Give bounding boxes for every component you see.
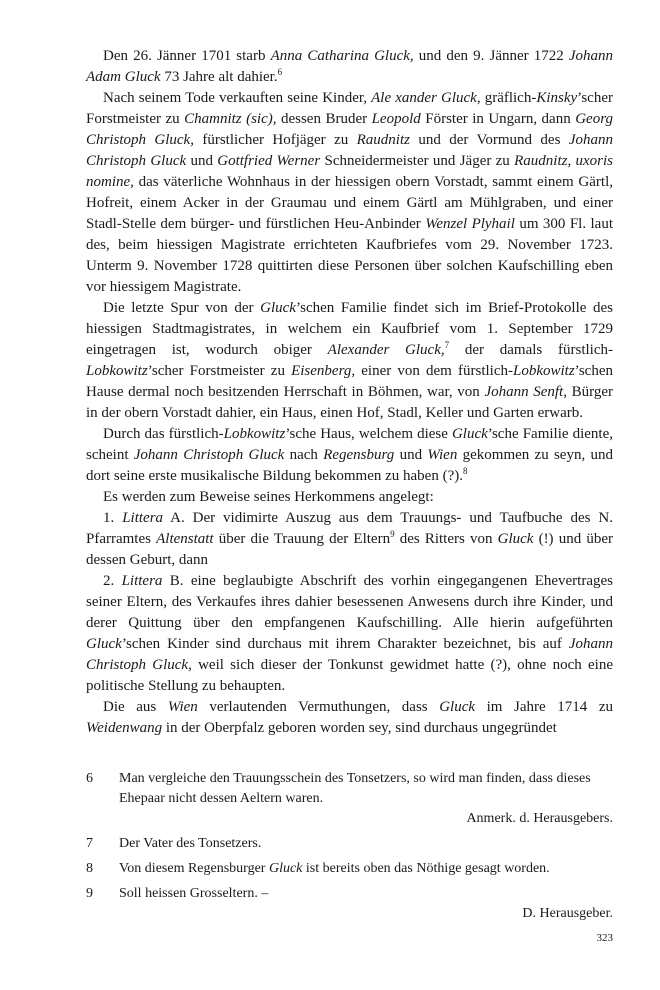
footnote-text [119, 834, 613, 854]
text-run: Man vergleiche den Trauungsschein des Tonsetzers, so wird man finden, dass dieses Ehepaar nicht dessen Aeltern waren. [119, 771, 591, 806]
italic-text: Altenstatt [156, 531, 214, 547]
text-run: über die Trauung der Eltern [213, 531, 391, 547]
italic-text: Regensburg [323, 447, 395, 463]
italic-text: Lobkowitz [223, 426, 286, 442]
text-run: Nach seinem Tode verkauften seine Kinder, [103, 90, 372, 106]
text-run: und den 9. Jänner 1722 [413, 48, 569, 64]
text-run: 73 Jahre alt dahier. [160, 69, 278, 85]
italic-text: Raudnitz, uxoris nomine, [86, 153, 614, 190]
text-run: des Ritters von [394, 531, 498, 547]
text-run: und [394, 447, 428, 463]
italic-text: Georg Christoph Gluck, [86, 111, 613, 148]
paragraph [86, 298, 613, 424]
footnote-ref: 8 [462, 466, 468, 476]
text-run: ’schen Kinder sind durchaus mit ihrem Charakter bezeichnet, bis auf [121, 636, 569, 652]
text-run: Soll heissen Grosseltern. – [119, 886, 269, 901]
text-run: Von diesem Regensburger [119, 861, 269, 876]
text-run: B. eine beglaubigte Abschrift des vorhin eingegangenen Ehevertrages seiner Eltern, des Verkaufes ihres dahier besessenen Anwesens durch ihre Kinder, und derer Quittung über den empfangenen Kaufschilling. Alle hierin aufgeführten [86, 573, 613, 631]
italic-text: Gluck [86, 636, 122, 652]
footnote-text [119, 769, 613, 809]
text-run: ist bereits oben das Nöthige gesagt worden. [302, 861, 550, 876]
italic-text: Littera [121, 573, 163, 589]
italic-text: Lobkowitz [512, 363, 575, 379]
text-run: gekommen zu seyn, und dort seine erste musikalische Bildung bekommen zu haben (?). [86, 447, 613, 484]
text-run: dessen Bruder [276, 111, 372, 127]
text-run: ’schen Familie findet sich im Brief-Protokolle des hiessigen Stadtmagistrates, in welchem ein Kaufbrief vom 1. September 1729 eingetragen ist, wodurch obiger [86, 300, 613, 358]
text-run: Den 26. Jänner 1701 starb [103, 48, 271, 64]
text-run: A. Der vidimirte Auszug aus dem Trauungs- und Taufbuche des N. Pfarramtes [86, 510, 614, 547]
text-run: Es werden zum Beweise seines Herkommens angelegt: [103, 489, 434, 505]
footnote-text [119, 884, 613, 904]
italic-text: Littera [122, 510, 164, 526]
text-run: ’schen Hause dermal noch besitzenden Herrschaft in Böhmen, war, von [86, 363, 613, 400]
italic-text: Wien [167, 699, 198, 715]
italic-text: Johann Christoph Gluck [133, 447, 285, 463]
italic-text: Wenzel Plyhail [425, 216, 515, 232]
text-run: 1. [103, 510, 123, 526]
italic-text: Weidenwang [86, 720, 163, 736]
text-run: fürstlicher Hofjäger zu [193, 132, 357, 148]
footnote-ref: 6 [277, 67, 283, 77]
italic-text: Johann Adam Gluck [86, 48, 614, 85]
text-run: ’sche Familie diente, scheint [86, 426, 613, 463]
paragraph [86, 571, 613, 697]
text-run: der damals fürstlich- [449, 342, 613, 358]
footnote-number: 8 [86, 861, 93, 876]
footnote-signature: Anmerk. d. Herausgebers. [466, 811, 613, 826]
italic-text: Kinsky [536, 90, 578, 106]
text-run: Förster in Ungarn, dann [420, 111, 576, 127]
italic-text: Ale xander Gluck, [371, 90, 481, 106]
text-run: nach [284, 447, 324, 463]
text-run: um 300 Fl. laut des, beim hiessigen Magistrate errichteten Kaufbriefes vom 29. November 1723. Unterm 9. November 1728 quittirten diese Personen über solchen Kaufschilling eben vor hiessigem Magistrate. [86, 216, 613, 295]
footnote-number: 7 [86, 836, 93, 851]
text-run: (!) und über dessen Geburt, dann [86, 531, 613, 568]
text-run: und [186, 153, 218, 169]
text-run: ’sche Haus, welchem diese [285, 426, 452, 442]
italic-text: Johann Senft, [484, 384, 567, 400]
italic-text: Eisenberg, [291, 363, 356, 379]
text-run: einer von dem fürstlich- [355, 363, 513, 379]
italic-text: Wien [427, 447, 458, 463]
footnote [86, 834, 613, 854]
italic-text: Lobkowitz [86, 363, 148, 379]
text-run: weil sich dieser der Tonkunst gewidmet hatte (?), ohne noch eine politische Stellung zu behaupten. [86, 657, 613, 694]
text-run: 2. [103, 573, 122, 589]
footnote [86, 859, 613, 879]
footnote [86, 769, 613, 829]
footnote [86, 884, 613, 924]
italic-text: Gluck [260, 300, 296, 316]
text-run: Durch das fürstlich- [103, 426, 224, 442]
italic-text: Alexander Gluck, [327, 342, 445, 358]
text-run: gräflich- [480, 90, 537, 106]
italic-text: Gluck [451, 426, 488, 442]
italic-text: Gluck [439, 699, 476, 715]
text-run: Bürger in der obern Vorstadt dahier, ein Haus, einen Hof, Stadl, Keller und Garten erwarb. [86, 384, 613, 421]
page-number: 323 [596, 932, 613, 944]
footnotes [86, 769, 613, 929]
text-run: verlautenden Vermuthungen, dass [197, 699, 440, 715]
italic-text: Gluck [268, 861, 303, 876]
text-run: das väterliche Wohnhaus in der hiessigen obern Vorstadt, sammt einem Gärtl, Hofreit, einem Acker in der Graumau und einem Gärtl am Mühlgraben, und einer Stadl-Stelle dem bürger- und fürstlichen Heu-Anbinder [86, 174, 613, 232]
text-run: im Jahre 1714 zu [475, 699, 613, 715]
italic-text: Gottfried Werner [217, 153, 321, 169]
paragraph [86, 697, 613, 739]
italic-text: Johann Christoph Gluck [86, 132, 613, 169]
body-text [86, 46, 613, 739]
text-run: Der Vater des Tonsetzers. [119, 836, 262, 851]
text-run: in der Oberpfalz geboren worden sey, sind durchaus ungegründet [162, 720, 557, 736]
page-content [86, 46, 613, 739]
text-run: Die letzte Spur von der [103, 300, 261, 316]
text-run: Schneidermeister und Jäger zu [320, 153, 515, 169]
italic-text: Chamnitz (sic), [184, 111, 277, 127]
italic-text: Johann Christoph Gluck, [86, 636, 613, 673]
italic-text: Leopold [371, 111, 421, 127]
footnote-signature: D. Herausgeber. [522, 906, 613, 921]
paragraph [86, 424, 613, 487]
italic-text: Anna Catharina Gluck, [270, 48, 414, 64]
paragraph [86, 487, 613, 508]
text-run: Die aus [103, 699, 168, 715]
footnote-text [119, 859, 613, 879]
footnote-ref: 7 [444, 340, 450, 350]
text-run: und der Vormund des [409, 132, 569, 148]
italic-text: Gluck [497, 531, 534, 547]
paragraph [86, 46, 613, 88]
footnote-number: 9 [86, 886, 93, 901]
text-run: ’scher Forstmeister zu [147, 363, 292, 379]
italic-text: Raudnitz [356, 132, 410, 148]
text-run: ’scher Forstmeister zu [86, 90, 613, 127]
footnote-ref: 9 [390, 529, 395, 539]
paragraph [86, 508, 613, 571]
footnote-number: 6 [86, 771, 93, 786]
paragraph [86, 88, 613, 298]
